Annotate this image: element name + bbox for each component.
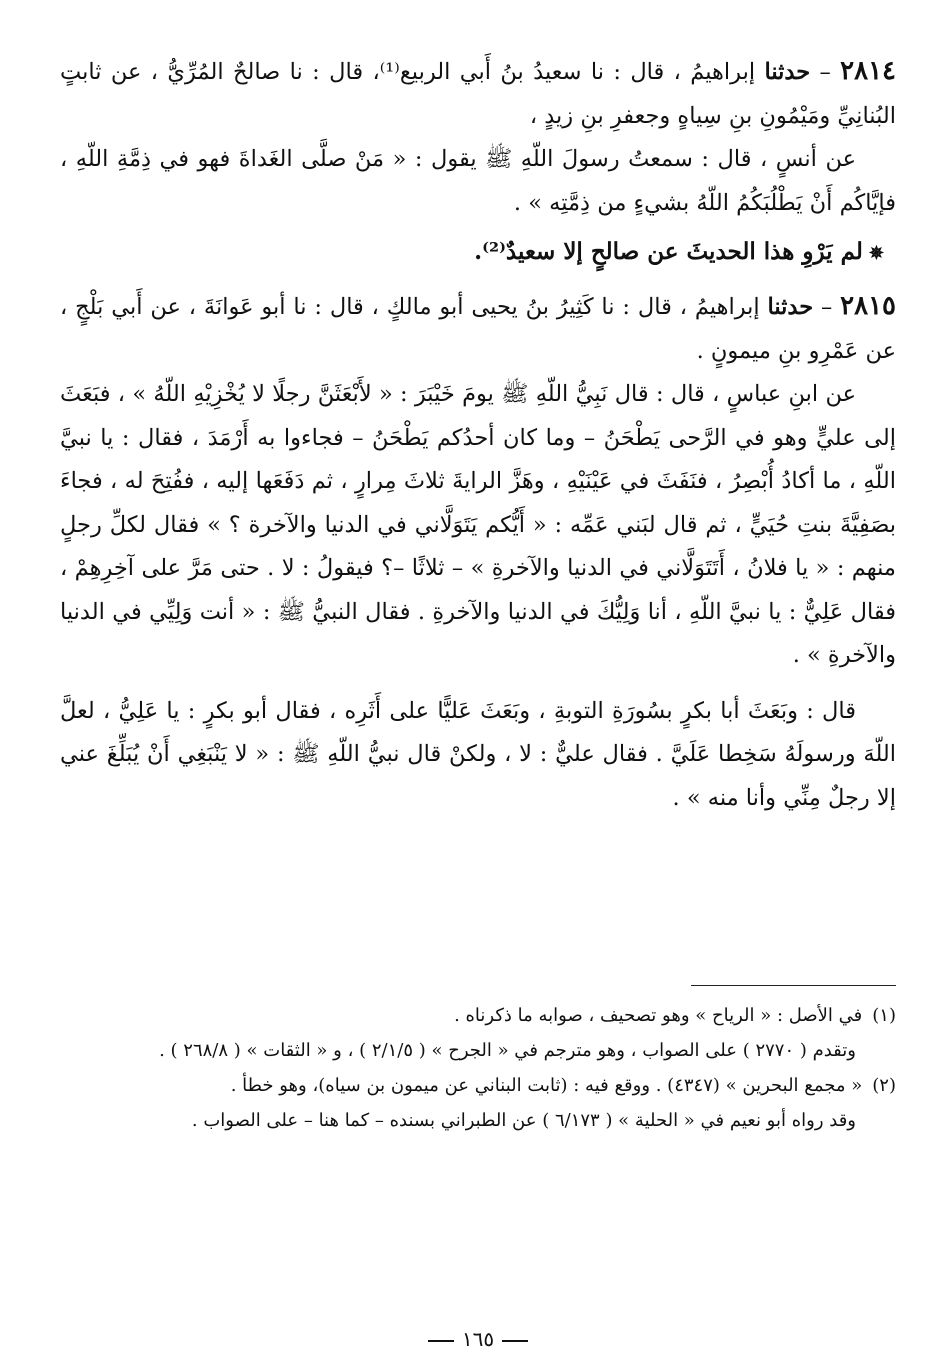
- page-number-dash-left: [428, 1340, 454, 1342]
- transmission-note-text: لم يَرْوِ هذا الحديثَ عن صالحٍ إلا سعيدٌ⁽²⁾.: [474, 238, 863, 265]
- footnotes: [60, 985, 896, 1138]
- footnote-text: « مجمع البحرين » (٤٣٤٧) . ووقع فيه : (ثابت البناني عن ميمون بن سياه)، وهو خطأ .: [230, 1075, 863, 1096]
- hadith-2814: [60, 50, 896, 225]
- star-icon: ✵: [868, 243, 884, 264]
- paragraph-gap: [60, 678, 896, 690]
- footnote-text: في الأصل : « الرياح » وهو تصحيف ، صوابه ما ذكرناه .: [454, 1005, 863, 1026]
- footnote-2-continued: وقد رواه أبو نعيم في « الحلية » ( ٦/١٧٣ ) عن الطبراني بسنده – كما هنا – على الصواب .: [191, 1110, 856, 1131]
- footnote-divider: [691, 985, 896, 986]
- hadith-2815-matn-2: قال : وبَعَثَ أبا بكرٍ بسُورَةِ التوبةِ ، وبَعَثَ عَليًّا على أَثَرِه ، فقال أبو بكرٍ : يا عَلِيُّ ، لعلَّ اللّهَ ورسولَهُ سَخِطا عَلَيَّ . فقال عليٌّ : لا ، ولكنْ قال نبيُّ اللّهِ ﷺ : « لا يَنْبَغِي أَنْ يُبَلِّغَ عني إلا رجلٌ مِنِّي وأنا منه » .: [60, 697, 896, 811]
- hadith-number: ٢٨١٤: [840, 56, 896, 86]
- footnote-2: [60, 1068, 896, 1103]
- haddathana-label: حدثنا: [764, 59, 811, 85]
- hadith-number: ٢٨١٥: [840, 291, 897, 321]
- hadith-2815-matn-1: عن ابنِ عباسٍ ، قال : قال نَبِيُّ اللّهِ ﷺ يومَ خَيْبَرَ : « لأَبْعَثَنَّ رجلًا لا يُخْزِيْهِ اللّهُ » ، فبَعَثَ إلى عليٍّ وهو في الرَّحى يَطْحَنُ – وما كان أحدُكم يَطْحَنُ – فجاءوا به أَرْمَدَ ، فقال : يا نبيَّ اللّهِ ، ما أكادُ أُبْصِرُ ، فنَفَثَ في عَيْنَيْهِ ، وهَزَّ الرايةَ ثلاثَ مِرارٍ ، ثم دَفَعَها إليه ، ففُتِحَ له ، فجاءَ بصَفِيَّةَ بنتِ حُيَيٍّ ، ثم قال لبَني عَمِّه : « أَيُّكم يَتَوَلَّاني في الدنيا والآخرة ؟ » فقال لكلِّ رجلٍ منهم : « يا فلانُ ، أَتَتَوَلَّاني في الدنيا والآخرةِ » – ثلاثًا –؟ فيقولُ : لا . حتى مَرَّ على آخِرِهِمْ ، فقال عَلِيٌّ : يا نبيَّ اللّهِ ، أنا وَلِيُّكَ في الدنيا والآخرةِ . فقال النبيُّ ﷺ : « أنت وَلِيِّي في الدنيا والآخرةِ » .: [60, 381, 896, 668]
- page-number-dash-right: [502, 1340, 528, 1342]
- hadith-2815-isnad: [60, 285, 896, 373]
- footnote-1: [60, 998, 896, 1033]
- hadith-2814-matn: عن أنسٍ ، قال : سمعتُ رسولَ اللّهِ ﷺ يقول : « مَنْ صلَّى الغَداةَ فهو في ذِمَّةِ اللّهِ ، فإيَّاكُم أَنْ يَطْلُبَكُمُ اللّهُ بشيءٍ من ذِمَّتِه » .: [60, 146, 896, 216]
- hadith-dash: –: [810, 59, 841, 85]
- haddathana-label: حدثنا: [767, 294, 814, 320]
- footnote-number: (١): [872, 1005, 896, 1026]
- footnote-number: (٢): [872, 1075, 896, 1096]
- hadith-2814-isnad: [60, 50, 896, 138]
- isnad-text: إبراهيمُ ، قال : نا كَثِيرُ بنُ يحيى أبو مالكٍ ، قال : نا أبو عَوانَةَ ، عن أَبي بَلْجٍ ، عن عَمْرِو بنِ ميمونٍ .: [60, 294, 896, 364]
- footnote-1-continued: وتقدم ( ٢٧٧٠ ) على الصواب ، وهو مترجم في « الجرح » ( ٢/١/٥ ) ، و « الثقات » ( ٢٦٨/٨ ) .: [159, 1040, 856, 1061]
- page-body: [60, 50, 897, 1351]
- page-number-text: ١٦٥: [461, 1327, 495, 1351]
- isnad-text: إبراهيمُ ، قال : نا سعيدُ بنُ أَبي الربيع⁽¹⁾، قال : نا صالحٌ المُرِّيُّ ، عن ثابتٍ البُنانِيِّ ومَيْمُونِ بنِ سِياهٍ وجعفرِ بنِ زيدٍ ،: [60, 59, 896, 129]
- page-number: [60, 1327, 896, 1351]
- hadith-dash: –: [813, 294, 841, 320]
- hadith-2815: [60, 285, 896, 820]
- transmission-note: [60, 229, 896, 277]
